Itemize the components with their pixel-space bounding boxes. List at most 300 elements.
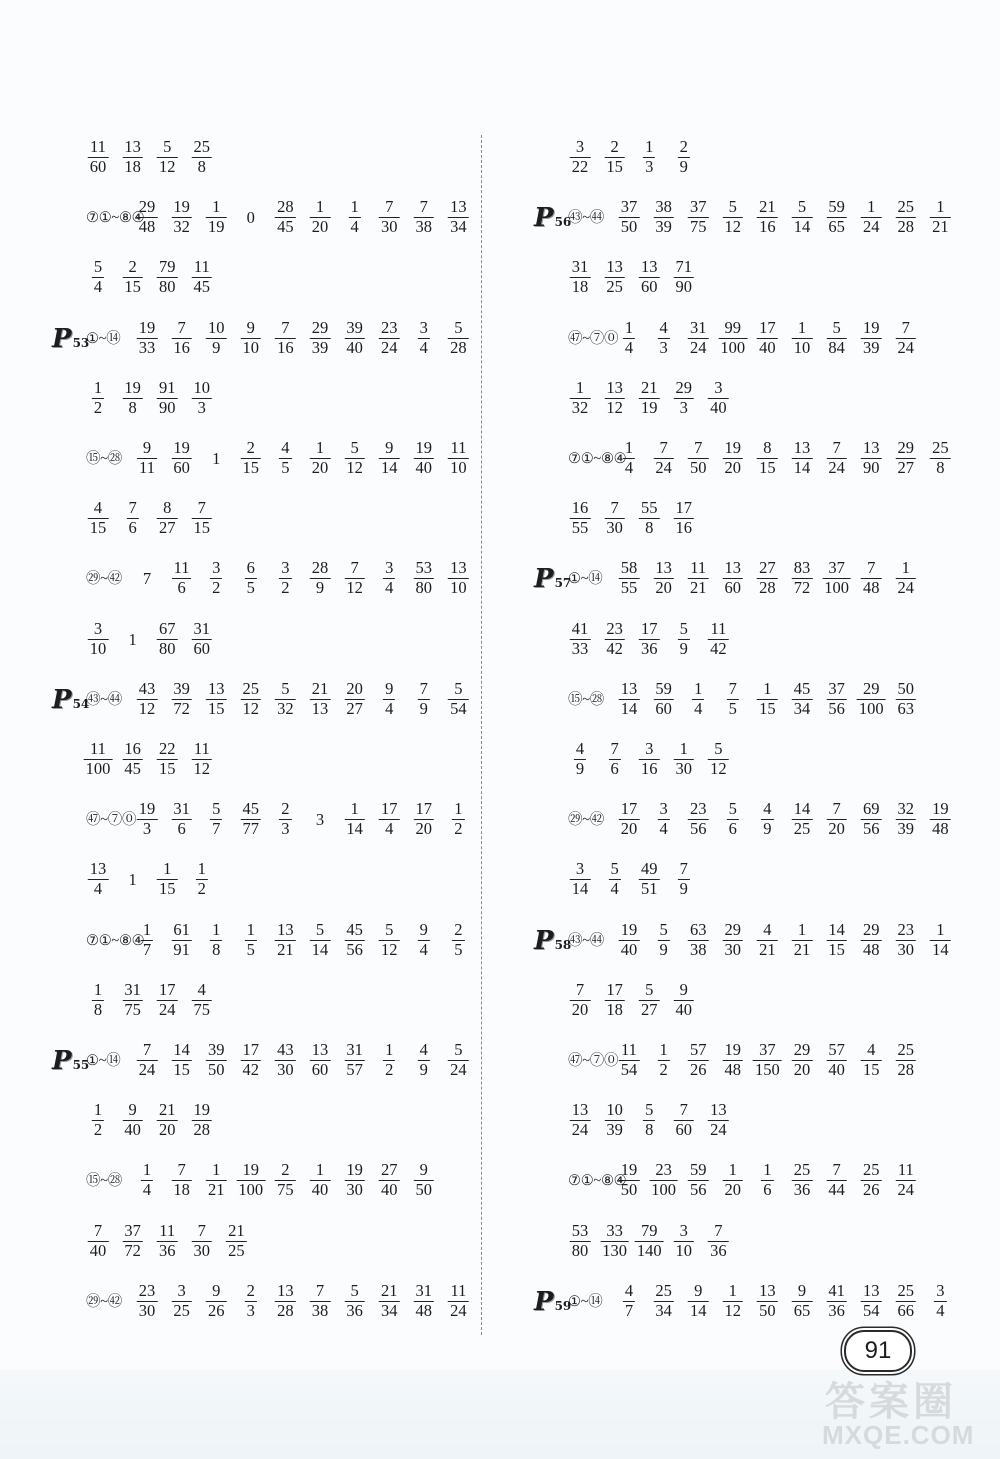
numerator: 1 [315,197,325,217]
page-ref-badge [534,927,571,957]
numerator: 32 [897,799,915,819]
fraction-answer [418,921,430,959]
denominator: 16 [675,518,693,538]
numerator: 5 [610,859,619,879]
denominator: 7 [142,939,152,959]
fraction-answer [857,680,886,718]
fraction-answer [708,1222,729,1260]
denominator: 6 [763,1180,772,1200]
fraction-answer [448,439,469,477]
fraction-answer [379,1161,400,1199]
answer-row [482,1161,952,1205]
fraction-answer [383,1041,395,1079]
numerator: 7 [197,1220,206,1240]
numerator: 37 [124,1220,141,1240]
numerator: 1 [936,919,945,939]
denominator: 15 [759,458,776,477]
numerator: 61 [173,919,190,939]
answer-row [0,138,470,182]
fraction-answer [896,198,917,236]
numerator: 10 [193,377,211,397]
denominator: 40 [675,999,693,1019]
denominator: 75 [277,1180,294,1200]
integer-answer: 3 [315,810,325,830]
numerator: 5 [728,197,737,217]
answer-row [0,680,470,724]
fraction-answer [792,680,813,718]
numerator: 1 [797,919,807,939]
fraction-answer [792,559,813,597]
numerator: 1 [246,919,255,939]
denominator: 39 [606,1120,623,1140]
fraction-answer [192,379,213,417]
question-range: ⑮~㉘ [86,1173,122,1190]
numerator: 37 [620,197,638,217]
denominator: 5 [728,698,737,718]
numerator: 39 [346,317,363,337]
denominator: 30 [277,1060,294,1079]
denominator: 40 [759,337,776,357]
numerator: 53 [571,1220,589,1240]
numerator: 19 [620,1160,638,1180]
fraction-answer [344,680,365,718]
numerator: 1 [763,678,772,698]
fraction-answer [92,981,104,1019]
integer-answer: 1 [128,870,137,890]
numerator: 67 [158,618,176,638]
fraction-answer [171,1161,192,1199]
numerator: 5 [281,678,290,698]
denominator: 12 [158,157,176,176]
page-ref-letter: P [52,684,72,715]
denominator: 4 [350,217,359,237]
fraction-answer [275,680,296,718]
fraction-answer [826,921,847,959]
answer-row [482,138,952,182]
answer-row [0,439,470,483]
fraction-answer [861,1282,882,1320]
denominator: 48 [138,217,156,237]
answer-row [482,800,952,844]
denominator: 28 [277,1300,294,1320]
numerator: 11 [710,618,727,638]
numerator: 1 [212,1160,221,1180]
page-ref-badge [52,686,89,716]
numerator: 1 [385,1040,394,1059]
fraction-answer [192,1101,213,1139]
answer-row [0,258,470,302]
fraction-answer [896,1282,917,1320]
denominator: 50 [415,1180,433,1200]
denominator: 60 [311,1060,329,1079]
fraction-answer [379,198,400,236]
numerator: 7 [679,1100,688,1120]
denominator: 24 [862,217,880,237]
numerator: 2 [679,137,688,156]
denominator: 28 [193,1120,211,1140]
fraction-answer [639,620,660,658]
fraction-answer [619,559,640,597]
fraction-answer [275,1282,296,1320]
numerator: 29 [862,919,880,939]
numerator: 5 [350,1280,359,1300]
fraction-answer [344,319,365,357]
numerator: 7 [419,197,428,217]
numerator: 7 [419,678,428,698]
fraction-answer [861,1161,882,1199]
fraction-answer [348,198,360,236]
fraction-answer [192,258,213,296]
numerator: 83 [793,558,811,578]
fraction-answer [674,499,695,537]
numerator: 37 [828,678,845,698]
denominator: 27 [640,999,658,1019]
numerator: 13 [862,438,880,457]
numerator: 5 [163,137,172,156]
numerator: 1 [575,377,585,397]
denominator: 3 [645,157,654,176]
denominator: 12 [346,578,363,598]
numerator: 17 [606,979,623,999]
fraction-answer [619,198,640,236]
answer-row [482,860,952,904]
numerator: 25 [897,197,915,217]
denominator: 7 [624,1300,634,1320]
numerator: 1 [93,979,103,999]
denominator: 50 [689,458,707,477]
answer-row [0,1161,470,1205]
numerator: 9 [797,1280,807,1300]
fraction-answer [757,1282,778,1320]
fraction-answer [753,1041,782,1079]
fraction-answer [930,439,951,477]
numerator: 4 [281,438,290,457]
fraction-answer [210,800,222,838]
fraction-answer [674,379,695,417]
answer-row [482,198,952,242]
numerator: 5 [797,197,807,217]
page-ref-badge [534,204,571,234]
numerator: 9 [419,919,428,939]
denominator: 10 [793,337,811,357]
answer-row [0,1282,470,1326]
denominator: 6 [177,819,186,839]
watermark-bottom: MXQE.COM [822,1420,975,1450]
denominator: 9 [679,879,688,899]
answer-row [482,499,952,543]
answer-row [482,680,952,724]
fraction-answer [653,1282,674,1320]
fraction-answer [448,319,469,357]
denominator: 8 [128,397,137,417]
answer-row [0,1041,470,1085]
denominator: 25 [793,819,811,839]
answer-row [482,1222,952,1266]
page-ref-number: 53 [72,335,90,350]
numerator: 13 [620,678,638,698]
fraction-answer [196,860,208,898]
question-range: ①~⑭ [86,1053,121,1069]
numerator: 1 [624,317,634,337]
numerator: 9 [128,1100,137,1120]
fraction-answer [574,740,586,778]
fraction-answer [688,921,709,959]
numerator: 4 [419,1040,428,1059]
denominator: 90 [158,397,176,417]
denominator: 4 [385,578,394,598]
fraction-answer [896,439,917,477]
denominator: 40 [124,1120,141,1140]
denominator: 12 [606,397,623,417]
fraction-answer [757,319,778,357]
denominator: 4 [694,698,703,718]
answer-row [0,620,470,664]
denominator: 36 [346,1300,363,1320]
fraction-answer [604,499,625,537]
fraction-answer [344,439,365,477]
fraction-answer [414,559,435,597]
fraction-answer [619,680,640,718]
denominator: 32 [571,397,589,417]
question-range: ㊼~⑦⓪ [568,330,619,347]
numerator: 37 [828,558,845,578]
fraction-answer [206,680,227,718]
fraction-answer [639,379,660,417]
fraction-answer [275,921,296,959]
numerator: 13 [655,558,672,578]
numerator: 13 [450,558,467,578]
fraction-answer [241,1041,262,1079]
numerator: 9 [679,979,688,999]
numerator: 7 [610,498,619,518]
answer-row [482,379,952,423]
numerator: 10 [207,317,225,337]
denominator: 4 [624,458,634,477]
denominator: 16 [759,217,776,237]
numerator: 31 [124,979,141,999]
fraction-answer [141,1161,153,1199]
fraction-answer [122,1222,143,1260]
fraction-answer [448,680,469,718]
fraction-answer [604,620,625,658]
fraction-answer [157,138,178,176]
fraction-answer [344,1041,365,1079]
denominator: 20 [311,217,329,237]
numerator: 9 [142,438,152,457]
numerator: 5 [454,678,463,698]
fraction-answer [826,800,847,838]
denominator: 45 [124,759,141,778]
fraction-answer [241,439,262,477]
fraction-answer [718,319,747,357]
numerator: 1 [142,919,152,939]
fraction-answer [171,439,192,477]
fraction-answer [137,680,158,718]
numerator: 13 [793,438,811,457]
numerator: 14 [173,1040,190,1059]
fraction-answer [570,860,591,898]
numerator: 13 [311,1040,329,1059]
question-range: ⑦①~⑧④ [568,451,627,467]
numerator: 21 [228,1220,245,1240]
denominator: 34 [655,1300,672,1320]
denominator: 90 [862,458,880,477]
answer-row [0,499,470,543]
numerator: 29 [793,1040,811,1059]
fraction-answer [727,800,739,838]
denominator: 40 [415,458,433,477]
numerator: 1 [93,1100,103,1120]
numerator: 7 [832,799,841,819]
denominator: 75 [124,999,141,1019]
numerator: 23 [606,618,623,638]
numerator: 31 [689,317,707,337]
denominator: 25 [173,1300,190,1320]
denominator: 66 [897,1300,915,1320]
numerator: 23 [689,799,707,819]
numerator: 19 [724,1040,742,1059]
numerator: 17 [675,498,693,518]
numerator: 29 [724,919,742,939]
denominator: 60 [640,277,658,297]
question-range: ㊸~㊹ [568,932,604,949]
numerator: 31 [173,799,190,819]
numerator: 13 [89,859,107,879]
fraction-answer [792,1161,813,1199]
fraction-answer [861,198,882,236]
fraction-answer [236,1161,265,1199]
fraction-answer [84,740,113,778]
fraction-answer [930,800,951,838]
denominator: 28 [897,217,915,237]
numerator: 2 [454,919,463,939]
fraction-answer [723,1041,744,1079]
fraction-answer [206,1282,227,1320]
fraction-answer [122,379,143,417]
page-ref-number: 55 [72,1058,90,1072]
numerator: 3 [93,618,103,638]
denominator: 30 [724,939,742,959]
fraction-answer [570,1222,591,1260]
numerator: 19 [124,377,141,397]
fraction-answer [792,1282,813,1320]
answer-row [0,800,470,844]
fraction-answer [275,319,296,357]
fraction-answer [761,1161,773,1199]
fraction-answer [761,800,773,838]
denominator: 30 [138,1300,156,1320]
denominator: 8 [645,1120,654,1140]
denominator: 72 [124,1240,141,1260]
denominator: 100 [85,759,111,778]
numerator: 21 [311,678,329,698]
answer-row [0,1101,470,1145]
page-number: 91 [864,1337,892,1364]
numerator: 13 [862,1280,880,1300]
numerator: 3 [714,377,723,397]
numerator: 19 [620,919,638,939]
question-range: ㉙~㊷ [568,812,604,829]
denominator: 75 [193,999,211,1019]
numerator: 49 [640,859,658,879]
numerator: 7 [714,1220,723,1240]
denominator: 15 [158,879,176,899]
fraction-answer [623,319,635,357]
numerator: 43 [277,1040,294,1059]
denominator: 40 [89,1240,107,1260]
numerator: 79 [158,257,176,277]
fraction-answer [635,1222,664,1260]
numerator: 1 [694,678,703,698]
numerator: 9 [385,438,394,457]
denominator: 15 [158,759,176,778]
fraction-answer [896,1041,917,1079]
denominator: 9 [419,698,428,718]
fraction-answer [792,921,813,959]
numerator: 23 [380,317,398,337]
fraction-answer [792,800,813,838]
numerator: 23 [138,1280,156,1300]
numerator: 25 [655,1280,672,1300]
denominator: 42 [606,638,623,658]
fraction-answer [245,559,257,597]
answer-row [0,860,470,904]
answer-row [482,620,952,664]
denominator: 18 [571,277,589,297]
denominator: 40 [311,1180,329,1200]
fraction-answer [826,680,847,718]
denominator: 21 [793,939,811,959]
fraction-answer [192,1222,213,1260]
numerator: 33 [606,1220,623,1240]
fraction-answer [688,439,709,477]
denominator: 12 [242,698,260,718]
denominator: 28 [897,1060,915,1079]
numerator: 4 [763,799,772,819]
denominator: 2 [93,397,103,417]
numerator: 3 [575,859,585,879]
denominator: 60 [724,578,742,598]
numerator: 19 [346,1160,363,1180]
numerator: 5 [728,799,737,819]
numerator: 5 [832,317,841,337]
denominator: 39 [897,819,915,839]
fraction-answer [723,921,744,959]
denominator: 65 [793,1300,811,1320]
question-range: ①~⑭ [568,571,603,588]
denominator: 27 [346,698,363,718]
denominator: 6 [728,819,737,839]
denominator: 34 [450,217,467,237]
fraction-answer [570,379,591,417]
fraction-answer [653,439,674,477]
fraction-answer [171,680,192,718]
numerator: 1 [901,558,910,578]
answer-row [0,921,470,965]
denominator: 10 [89,638,107,658]
denominator: 40 [380,1180,398,1200]
numerator: 13 [759,1280,776,1300]
numerator: 7 [610,739,619,758]
denominator: 24 [138,1060,156,1079]
denominator: 21 [277,939,294,959]
fraction-answer [570,1101,591,1139]
fraction-answer [896,921,917,959]
page-ref-letter: P [534,1286,554,1317]
denominator: 48 [862,578,880,598]
fraction-answer [414,1161,435,1199]
denominator: 22 [571,157,589,176]
